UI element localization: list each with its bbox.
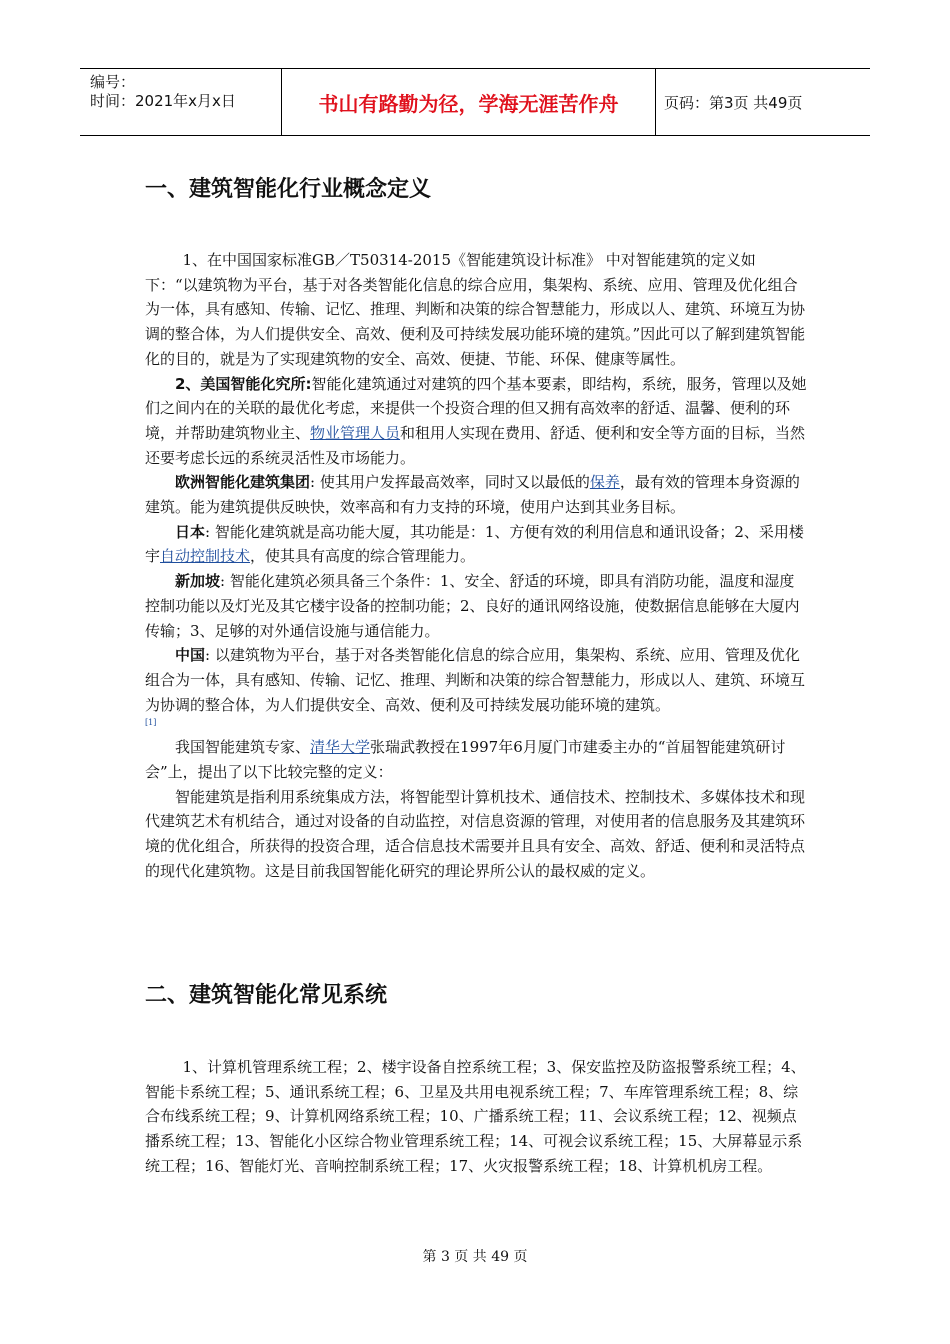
page-header [80,68,870,136]
paragraph-usa: 2、美国智能化究所:智能化建筑通过对建筑的四个基本要素，即结构，系统，服务，管理以及她们之间内在的关联的最优化考虑，来提供一个投资合理的但又拥有高效率的舒适、温馨、便利的环境，并帮助建筑物业主、物业管理人员和租用人实现在费用、舒适、便利和安全等方面的目标，当然还要考虑长远的系统灵活性及市场能力。 [145,374,807,467]
link-maintenance[interactable]: 保养 [589,473,620,492]
usa-label: 2、美国智能化究所: [175,374,312,393]
section-2-heading: 二、建筑智能化常见系统 [145,983,388,1008]
paragraph-europe: 欧洲智能化建筑集团: 使其用户发挥最高效率，同时又以最低的保养，最有效的管理本身资源的建筑。能为建筑提供反映快，效率高和有力支持的环境，使用户达到其业务目标。 [145,473,800,517]
header-motto: 书山有路勤为径，学海无涯苦作舟 [282,69,656,135]
paragraph-china: 中国: 以建筑物为平台，基于对各类智能化信息的综合应用，集架构、系统、应用、管理及优化组合为一体，具有感知、传输、记忆、推理、判断和决策的综合智慧能力，形成以人、建筑、环境互为协调的整合体，为人们提供安全、高效、便利及可持续发展功能环境的建筑。 [1] [145,646,806,728]
page-footer: 第 3 页 共 49 页 [422,1249,528,1265]
europe-label: 欧洲智能化建筑集团 [175,473,311,492]
paragraph-definition: 智能建筑是指利用系统集成方法，将智能型计算机技术、通信技术、控制技术、多媒体技术和现代建筑艺术有机结合，通过对设备的自动监控，对信息资源的管理，对使用者的信息服务及其建筑环境的优化组合，所获得的投资合理，适合信息技术需要并且具有安全、高效、舒适、便利和灵活特点的现代化建筑物。这是目前我国智能化研究的理论界所公认的最权威的定义。 [145,787,806,880]
document-time: 时间：2021年x月x日 [90,92,236,110]
link-property-manager[interactable]: 物业管理人员 [310,423,401,442]
paragraph-singapore: 新加坡: 智能化建筑必须具备三个条件：1、安全、舒适的环境，即具有消防功能，温度和湿度控制功能以及灯光及其它楼宇设备的控制功能；2、良好的通讯网络设施，使数据信息能够在大厦内传输；3、足够的对外通信设施与通信能力。 [145,572,800,640]
header-page-code: 页码：第3页 共49页 [664,93,803,112]
link-automation[interactable]: 自动控制技术 [160,547,251,566]
link-tsinghua[interactable]: 清华大学 [310,738,371,757]
japan-label: 日本 [175,522,206,541]
document-number: 编号： [90,73,136,91]
paragraph-expert: 我国智能建筑专家、清华大学张瑞武教授在1997年6月厦门市建委主办的“首届智能建筑研讨会”上，提出了以下比较完整的定义： [145,738,786,782]
china-label: 中国 [175,646,206,665]
section-1-body [145,248,807,884]
singapore-label: 新加坡 [175,572,221,591]
paragraph-systems-list: 1、计算机管理系统工程；2、楼宇设备自控系统工程；3、保安监控及防盗报警系统工程；4、智能卡系统工程；5、通讯系统工程；6、卫星及共用电视系统工程；7、车库管理系统工程；8、综合布线系统工程；9、计算机网络系统工程；10、广播系统工程；11、会议系统工程；12、视频点播系统工程；13、智能化小区综合物业管理系统工程；14、可视会议系统工程；15、大屏幕显示系统工程；16、智能灯光、音响控制系统工程；17、火灾报警系统工程；18、计算机机房工程。 [145,1058,806,1175]
header-info-cell [80,69,282,135]
section-1-heading: 一、建筑智能化行业概念定义 [145,177,432,202]
section-2-body [145,1055,807,1179]
reference-marker[interactable]: [1] [145,718,157,728]
paragraph-japan: 日本: 智能化建筑就是高功能大厦，其功能是：1、方便有效的利用信息和通讯设备；2、采用楼宇自动控制技术，使其具有高度的综合管理能力。 [145,522,804,566]
paragraph-national-standard: 1、在中国国家标准GB／T50314-2015《智能建筑设计标准》 中对智能建筑的定义如下：“以建筑物为平台，基于对各类智能化信息的综合应用，集架构、系统、应用、管理及优化组合为一体，具有感知、传输、记忆、推理、判断和决策的综合智慧能力，形成以人、建筑、环境互为协调的整合体，为人们提供安全、高效、便利及可持续发展功能环境的建筑。”因此可以了解到建筑智能化的目的，就是为了实现建筑物的安全、高效、便捷、节能、环保、健康等属性。 [145,251,806,368]
